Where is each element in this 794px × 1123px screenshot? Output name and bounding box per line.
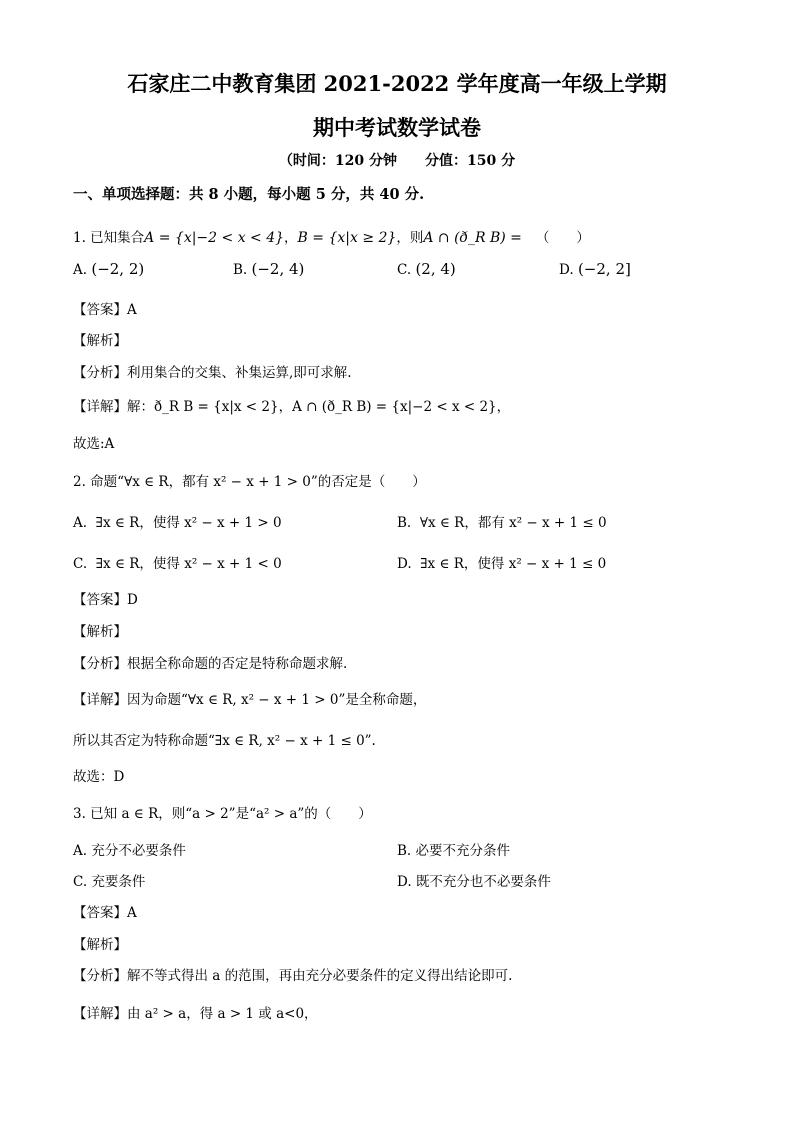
q1-option-a: [73, 260, 144, 278]
q1-choice: 故选:A: [73, 436, 115, 452]
option-label: A.: [73, 843, 88, 859]
q2-option-c: [73, 552, 282, 572]
option-value: 既不充分也不必要条件: [415, 874, 551, 890]
q1-answer: 【答案】A: [73, 302, 137, 318]
page-subtitle: 期中考试数学试卷: [313, 115, 481, 140]
q3-option-b: [397, 839, 510, 859]
q3-analysis-tag: 【解析】: [73, 937, 127, 953]
q2-detail2: 所以其否定为特称命题“∃x ∈ R, x² − x + 1 ≤ 0”.: [73, 733, 376, 749]
q2-fenxi: 【分析】根据全称命题的否定是特称命题求解.: [73, 656, 348, 672]
option-value: ∃x ∈ R，使得 x² − x + 1 ≤ 0: [420, 556, 607, 572]
q2-answer: 【答案】D: [73, 592, 138, 608]
q1-detail: 【详解】解：ð_R B = {x|x < 2}，A ∩ (ð_R B) = {x|−2 < x < 2}，: [73, 399, 511, 415]
option-value: (−2, 2): [91, 260, 145, 278]
q1-set-b: B = {x|x ≥ 2}: [297, 230, 397, 246]
exam-meta: （时间：120 分钟 分值：150 分: [278, 153, 516, 169]
option-label: A.: [73, 262, 88, 278]
q2-analysis-tag: 【解析】: [73, 624, 127, 640]
option-label: B.: [397, 843, 412, 859]
option-value: 必要不充分条件: [415, 843, 511, 859]
option-label: B.: [233, 262, 248, 278]
q1-comma: ，: [284, 230, 298, 246]
q3-fenxi: 【分析】解不等式得出 a 的范围，再由充分必要条件的定义得出结论即可.: [73, 968, 513, 984]
option-label: C.: [73, 874, 88, 890]
q3-option-a: [73, 839, 186, 859]
q1-stem-prefix: 1. 已知集合: [73, 230, 145, 246]
q1-set-a: A = {x|−2 < x < 4}: [144, 230, 285, 246]
q2-detail: 【详解】因为命题“∀x ∈ R, x² − x + 1 > 0”是全称命题，: [73, 692, 427, 708]
option-value: ∃x ∈ R，使得 x² − x + 1 < 0: [95, 556, 282, 572]
option-value: 充要条件: [91, 874, 146, 890]
q2-option-b: [397, 511, 607, 531]
option-label: C.: [397, 262, 412, 278]
option-value: (−2, 2]: [577, 260, 631, 278]
option-label: B.: [397, 515, 412, 531]
option-label: D.: [559, 262, 574, 278]
option-value: ∀x ∈ R，都有 x² − x + 1 ≤ 0: [419, 515, 607, 531]
q1-stem: [73, 226, 590, 246]
q1-option-c: [397, 260, 456, 278]
q3-option-d: [397, 870, 551, 890]
page-title: 石家庄二中教育集团 2021-2022 学年度高一年级上学期: [127, 71, 667, 96]
q1-paren: （ ）: [535, 230, 590, 246]
q1-option-d: [559, 260, 631, 278]
q1-then: ，则: [396, 230, 424, 246]
q3-answer: 【答案】A: [73, 905, 137, 921]
option-value: (2, 4): [415, 260, 456, 278]
q3-stem: 3. 已知 a ∈ R，则“a > 2”是“a² > a”的（ ）: [73, 806, 372, 822]
q2-stem: 2. 命题“∀x ∈ R，都有 x² − x + 1 > 0”的否定是（ ）: [73, 474, 426, 490]
option-value: 充分不必要条件: [91, 843, 186, 859]
q1-option-b: [233, 260, 304, 278]
option-label: A.: [73, 515, 88, 531]
q1-expr: A ∩ (ð_R B) =: [423, 230, 522, 246]
q2-option-d: [397, 552, 606, 572]
option-label: D.: [397, 556, 412, 572]
q1-analysis-tag: 【解析】: [73, 333, 127, 349]
q3-option-c: [73, 870, 145, 890]
option-value: ∃x ∈ R，使得 x² − x + 1 > 0: [95, 515, 282, 531]
section-heading: 一、单项选择题：共 8 小题，每小题 5 分，共 40 分.: [73, 186, 425, 203]
option-label: D.: [397, 874, 412, 890]
q2-option-a: [73, 511, 282, 531]
q3-detail: 【详解】由 a² > a，得 a > 1 或 a<0，: [73, 1006, 318, 1022]
q2-choice: 故选：D: [73, 769, 125, 785]
option-label: C.: [73, 556, 88, 572]
option-value: (−2, 4): [251, 260, 305, 278]
q1-fenxi: 【分析】利用集合的交集、补集运算,即可求解.: [73, 365, 352, 381]
